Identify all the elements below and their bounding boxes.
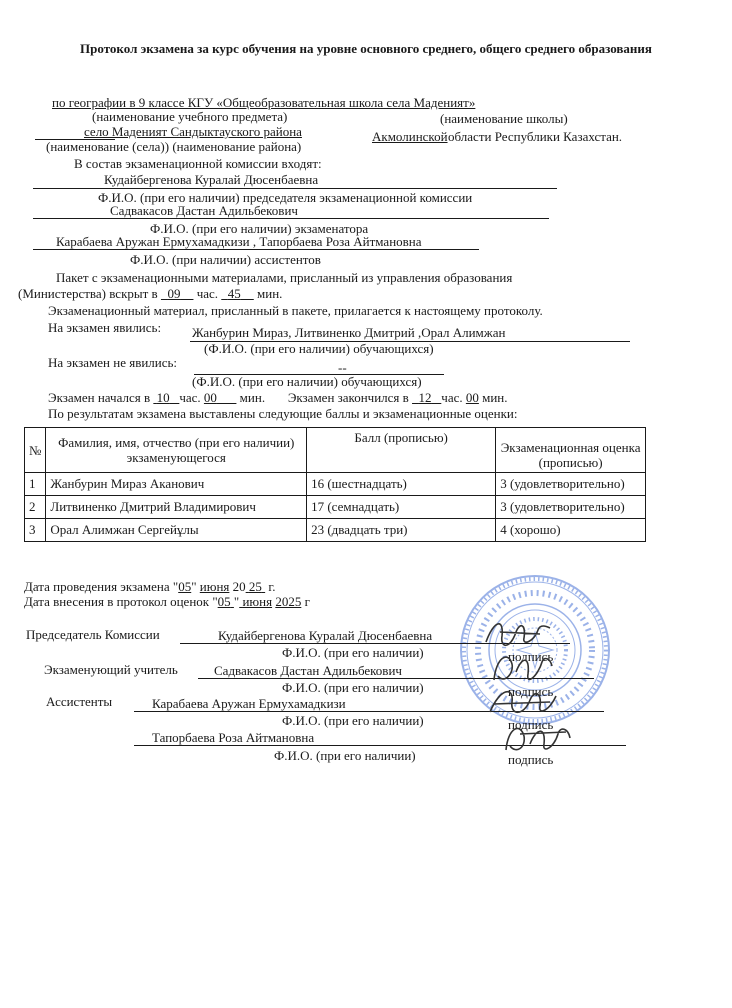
protocol-month: июня <box>242 594 273 609</box>
exam-date-quote: " <box>191 579 197 594</box>
examiner-caption: Ф.И.О. (при его наличии) экзаменатора <box>150 221 369 236</box>
protocol-date-line <box>24 594 310 609</box>
exam-date-line <box>24 579 276 594</box>
exam-date-prefix: Дата проведения экзамена " <box>24 579 179 594</box>
chair-sign-caption: подпись <box>508 649 554 664</box>
row-num: 1 <box>25 473 46 496</box>
present-names: Жанбурин Мираз, Литвиненко Дмитрий ,Орал Алимжан <box>192 325 506 340</box>
absent-caption: (Ф.И.О. (при его наличии) обучающихся) <box>192 374 422 389</box>
chair-name: Кудайбергенова Куралай Дюсенбаевна <box>104 172 319 187</box>
package-hour: 09 <box>167 286 181 301</box>
results-intro: По результатам экзамена выставлены следующие баллы и экзаменационные оценки: <box>48 406 518 421</box>
chair-sign-name: Кудайбергенова Куралай Дюсенбаевна <box>218 628 433 643</box>
exam-year-suffix: г. <box>268 579 276 594</box>
protocol-date-prefix: Дата внесения в протокол оценок " <box>24 594 218 609</box>
row-score: 17 (семнадцать) <box>307 496 496 519</box>
present-label: На экзамен явились: <box>48 320 162 335</box>
table-header-row <box>25 428 646 473</box>
present-caption: (Ф.И.О. (при его наличии) обучающихся) <box>204 341 434 356</box>
absent-value: -- <box>338 360 347 375</box>
header-num: № <box>25 428 46 473</box>
end-prefix: Экзамен закончился в <box>287 390 409 405</box>
protocol-day: 05 <box>217 594 231 609</box>
school-caption: (наименование школы) <box>440 111 568 126</box>
teacher-sign-label: Экзаменующий учитель <box>44 662 178 677</box>
exam-month: июня <box>199 579 230 594</box>
village-district-caption: (наименование (села)) (наименование района) <box>46 139 302 154</box>
header-grade: Экзаменационная оценка (прописью) <box>496 428 646 473</box>
examiner-name: Садвакасов Дастан Адильбекович <box>110 203 298 218</box>
package-minute-unit: мин. <box>257 286 283 301</box>
row-name: Орал Алимжан Сергейұлы <box>46 519 307 542</box>
row-num: 2 <box>25 496 46 519</box>
village-district: село Маденият Сандыктауского района <box>84 124 302 139</box>
exam-year-a: 20 <box>232 579 246 594</box>
header-score: Балл (прописью) <box>307 428 496 473</box>
row-num: 3 <box>25 519 46 542</box>
start-hour: 10 <box>156 390 170 405</box>
row-grade: 4 (хорошо) <box>496 519 646 542</box>
table-row <box>25 496 646 519</box>
protocol-year-suffix: г <box>304 594 310 609</box>
end-hour-unit: час. <box>441 390 463 405</box>
exam-day: 05 <box>178 579 192 594</box>
row-grade: 3 (удовлетворительно) <box>496 496 646 519</box>
commission-intro: В состав экзаменационной комиссии входят: <box>74 156 322 171</box>
protocol-year: 2025 <box>275 594 302 609</box>
table-row <box>25 473 646 496</box>
assistants-names: Карабаева Аружан Ермухамадкизи , Тапорбаева Роза Айтмановна <box>56 234 422 249</box>
material-note: Экзаменационный материал, присланный в пакете, прилагается к настоящему протоколу. <box>48 303 543 318</box>
timing-line <box>48 390 508 405</box>
region-name: Акмолинской <box>372 129 448 144</box>
subject-school-line: по географии в 9 классе КГУ «Общеобразовательная школа села Маденият» <box>52 95 476 110</box>
absent-label: На экзамен не явились: <box>48 355 178 370</box>
row-score: 16 (шестнадцать) <box>307 473 496 496</box>
assistant1-sign-caption: подпись <box>508 717 554 732</box>
start-hour-unit: час. <box>179 390 201 405</box>
package-line1: Пакет с экзаменационными материалами, присланный из управления образования <box>56 270 513 285</box>
row-score: 23 (двадцать три) <box>307 519 496 542</box>
end-minute-unit: мин. <box>482 390 508 405</box>
start-prefix: Экзамен начался в <box>48 390 151 405</box>
assistant1-fio-caption: Ф.И.О. (при его наличии) <box>282 713 424 728</box>
assistants-caption: Ф.И.О. (при наличии) ассистентов <box>130 252 321 267</box>
chair-fio-caption: Ф.И.О. (при его наличии) <box>282 645 424 660</box>
row-name: Литвиненко Дмитрий Владимирович <box>46 496 307 519</box>
subject-caption: (наименование учебного предмета) <box>92 109 288 124</box>
start-minute: 00 <box>203 390 217 405</box>
teacher-sign-name: Садвакасов Дастан Адильбекович <box>214 663 402 678</box>
row-name: Жанбурин Мираз Аканович <box>46 473 307 496</box>
chair-line <box>33 188 557 189</box>
assistant2-fio-caption: Ф.И.О. (при его наличии) <box>274 748 416 763</box>
package-line2 <box>18 286 282 301</box>
assistant2-signature-icon <box>496 716 576 758</box>
start-minute-unit: мин. <box>239 390 266 405</box>
region-suffix: области Республики Казахстан. <box>448 129 623 144</box>
assistants-line <box>33 249 479 250</box>
row-grade: 3 (удовлетворительно) <box>496 473 646 496</box>
end-hour: 12 <box>418 390 432 405</box>
chair-caption: Ф.И.О. (при его наличии) председателя экзаменационной комиссии <box>98 190 473 205</box>
assistant1-sign-name: Карабаева Аружан Ермухамадкизи <box>152 696 346 711</box>
teacher-sign-caption: подпись <box>508 684 554 699</box>
package-hour-unit: час. <box>196 286 219 301</box>
chair-sign-label: Председатель Комиссии <box>26 627 160 642</box>
assistants-sign-label: Ассистенты <box>46 694 113 709</box>
assistant2-sign-caption: подпись <box>508 752 554 767</box>
examiner-line <box>33 218 549 219</box>
table-row <box>25 519 646 542</box>
results-table <box>24 427 646 542</box>
end-minute: 00 <box>465 390 479 405</box>
page-title: Протокол экзамена за курс обучения на уровне основного среднего, общего среднего образования <box>80 41 652 56</box>
teacher-fio-caption: Ф.И.О. (при его наличии) <box>282 680 424 695</box>
package-prefix: (Министерства) вскрыт в <box>18 286 158 301</box>
header-name: Фамилия, имя, отчество (при его наличии) экзаменующегося <box>46 428 307 473</box>
protocol-date-quote: " <box>233 594 240 609</box>
exam-year-b: 25 <box>248 579 262 594</box>
package-minute: 45 <box>227 286 241 301</box>
assistant2-sign-name: Тапорбаева Роза Айтмановна <box>152 730 315 745</box>
